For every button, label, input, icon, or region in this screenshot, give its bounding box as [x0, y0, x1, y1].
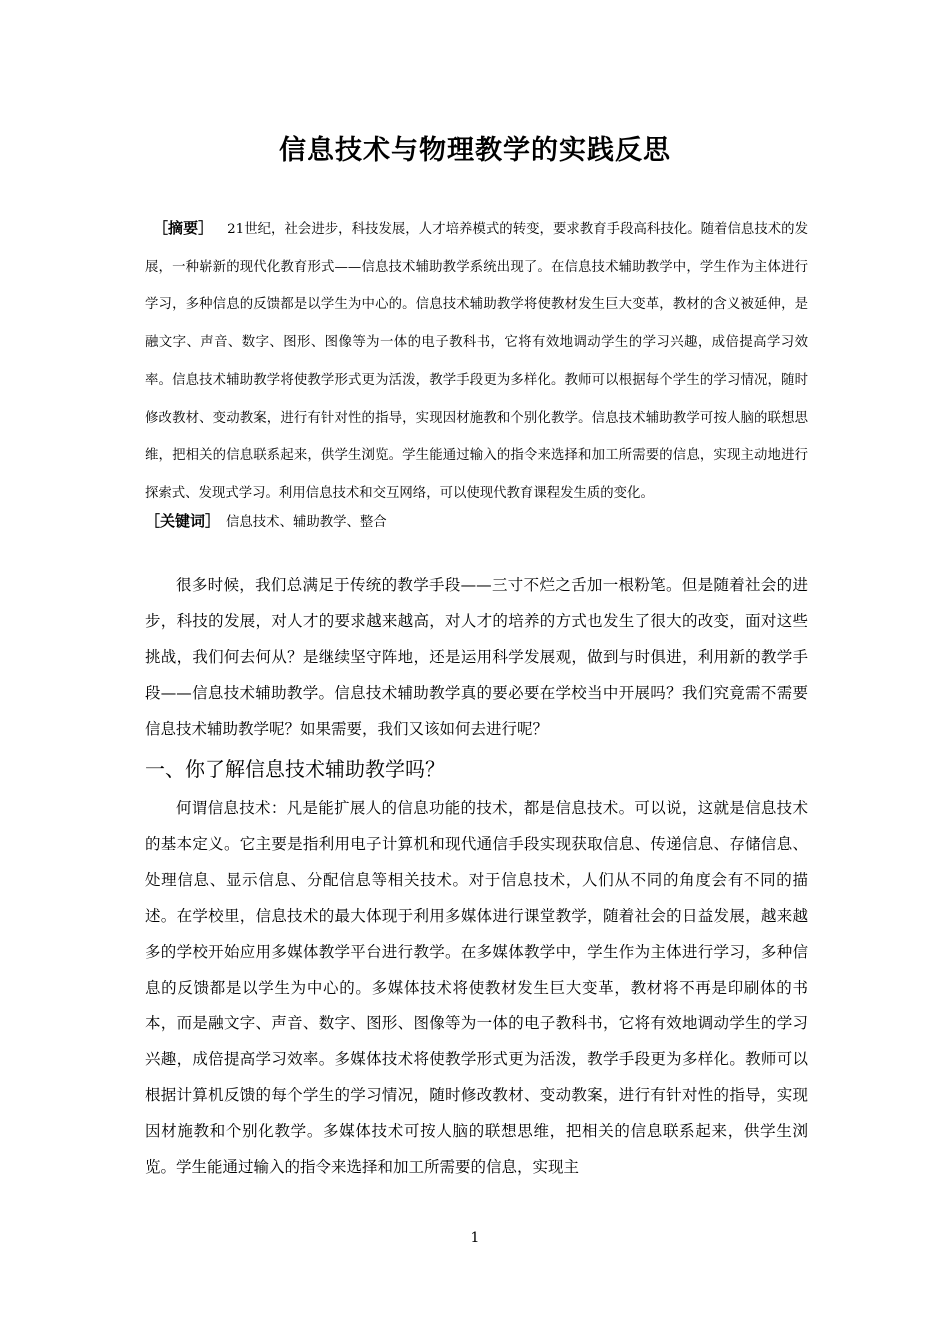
abstract-text: 21世纪，社会进步，科技发展，人才培养模式的转变，要求教育手段高科技化。随着信息技术的发展，一种崭新的现代化教育形式——信息技术辅助教学系统出现了。在信息技术辅助教学中，学生作为主体进行学习，多种信息的反馈都是以学生为中心的。信息技术辅助教学将使教材发生巨大变革，教材的含义被延伸，是融文字、声音、数字、图形、图像等为一体的电子教科书，它将有效地调动学生的学习兴趣，成倍提高学习效率。信息技术辅助教学将使教学形式更为活泼，教学手段更为多样化。教师可以根据每个学生的学习情况，随时修改教材、变动教案，进行有针对性的指导，实现因材施教和个别化教学。信息技术辅助教学可按人脑的联想思维，把相关的信息联系起来，供学生浏览。学生能通过输入的指令来选择和加工所需要的信息，实现主动地进行探索式、发现式学习。利用信息技术和交互网络，可以使现代教育课程发生质的变化。 [145, 222, 808, 501]
intro-paragraph: 很多时候，我们总满足于传统的教学手段——三寸不烂之舌加一根粉笔。但是随着社会的进步，科技的发展，对人才的要求越来越高，对人才的培养的方式也发生了很大的改变，面对这些挑战，我们何去何从？是继续坚守阵地，还是运用科学发展观，做到与时俱进，利用新的教学手段——信息技术辅助教学。信息技术辅助教学真的要必要在学校当中开展吗？我们究竟需不需要信息技术辅助教学呢？如果需要，我们又该如何去进行呢？ [145, 576, 808, 738]
abstract [145, 210, 808, 513]
keywords-text: 信息技术、辅助教学、整合 [226, 515, 387, 530]
abstract-label: ［摘要］ [153, 219, 214, 237]
keywords-label: ［关键词］ [145, 512, 221, 530]
body-paragraph: 何谓信息技术：凡是能扩展人的信息功能的技术，都是信息技术。可以说，这就是信息技术的基本定义。它主要是指利用电子计算机和现代通信手段实现获取信息、传递信息、存储信息、处理信息、显示信息、分配信息等相关技术。对于信息技术，人们从不同的角度会有不同的描述。在学校里，信息技术的最大体现于利用多媒体进行课堂教学，随着社会的日益发展，越来越多的学校开始应用多媒体教学平台进行教学。在多媒体教学中，学生作为主体进行学习，多种信息的反馈都是以学生为中心的。多媒体技术将使教材发生巨大变革，教材将不再是印刷体的书本，而是融文字、声音、数字、图形、图像等为一体的电子教科书，它将有效地调动学生的学习兴趣，成倍提高学习效率。多媒体技术将使教学形式更为活泼，教学手段更为多样化。教师可以根据计算机反馈的每个学生的学习情况，随时修改教材、变动教案，进行有针对性的指导，实现因材施教和个别化教学。多媒体技术可按人脑的联想思维，把相关的信息联系起来，供学生浏览。学生能通过输入的指令来选择和加工所需要的信息，实现主 [145, 799, 808, 1177]
section-heading: 一、你了解信息技术辅助教学吗？ [145, 757, 445, 781]
keywords [145, 508, 808, 536]
page-number: 1 [470, 1230, 480, 1246]
document-title: 信息技术与物理教学的实践反思 [279, 135, 671, 166]
